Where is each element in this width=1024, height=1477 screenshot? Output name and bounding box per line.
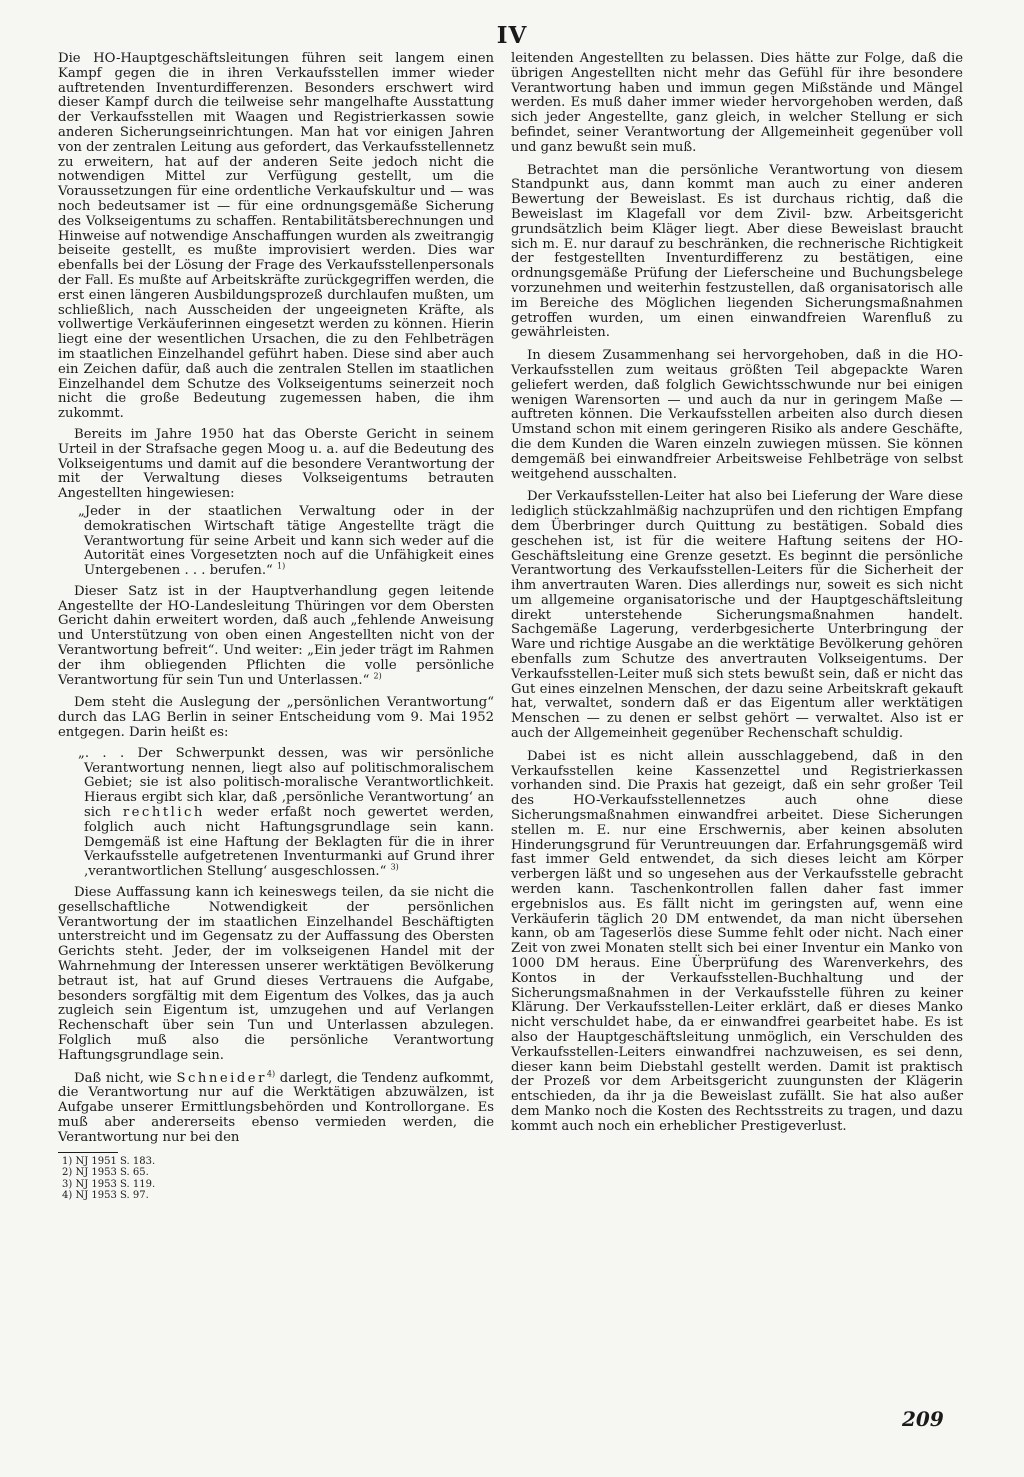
footnote: 3) NJ 1953 S. 119. [62, 1178, 156, 1190]
right-column [511, 52, 963, 1141]
paragraph: Bereits im Jahre 1950 hat das Oberste Gericht in seinem Urteil in der Strafsache gegen Moog u. a. auf die Bedeutung des Volkseigentums und damit auf die besondere Verantwortung der mit der Verwaltung dieses Volkseigentums betrauten Angestellten hingewiesen: [58, 426, 494, 502]
page-number: 209 [902, 1407, 944, 1431]
paragraph: Betrachtet man die persönliche Verantwortung von diesem Standpunkt aus, dann kommt man auch zu einer anderen Bewertung der Beweislast. Es ist durchaus richtig, daß die Beweislast im Klagefall vor dem Zivil- bzw. Arbeitsgericht grundsätzlich beim Kläger liegt. Aber diese Beweislast braucht sich m. E. nur darauf zu beschränken, die rechnerische Richtigkeit der festgestellten Inventurdifferenz zu bestätigen, eine ordnungsgemäße Prüfung der Lieferscheine und Buchungsbelege vorzunehmen und weiterhin festzustellen, daß organisatorisch alle im Bereiche des Möglichen liegenden Sicherungsmaßnahmen getroffen wurden, um einen einwandfreien Warenfluß zu gewährleisten. [511, 162, 963, 341]
page-header-roman: IV [496, 22, 528, 49]
footnotes [58, 1156, 494, 1202]
left-column [58, 52, 494, 1202]
quote-text: „. . . Der Schwerpunkt dessen, was wir persönliche Verantwortung nennen, liegt also auf politischmoralischem Gebiet; sie ist also politisch-moralische Verantwortlichkeit. Hieraus ergibt sich klar, daß ‚persönliche Verantwortung‘ an sich [78, 745, 494, 821]
footnote: 1) NJ 1951 S. 183. [62, 1155, 156, 1167]
paragraph-text: Dieser Satz ist in der Hauptverhandlung gegen leitende Angestellte der HO-Landesleitung Thüringen vor dem Obersten Gericht dahin erweitert worden, daß auch „fehlende Anweisung und Unterstützung von oben einen Angestellten nicht von der Verantwortung befreit“. Und weiter: „Ein jeder trägt im Rahmen der ihm obliegenden Pflichten die volle persönliche Verantwortung für sein Tun und Unterlassen.“ [58, 583, 494, 688]
paragraph [58, 585, 494, 689]
quote-paragraph [78, 745, 494, 880]
quote-text: „Jeder in der staatlichen Verwaltung oder in der demokratischen Wirtschaft tätige Angestellte trägt die Verantwortung für seine Arbeit und kann sich weder auf die Autorität eines Vorgesetzten noch auf die Unfähigkeit eines Untergebenen . . . berufen.“ [78, 503, 494, 579]
paragraph: Dabei ist es nicht allein ausschlaggebend, daß in den Verkaufsstellen keine Kassenzettel und Registrierkassen vorhanden sind. Die Praxis hat gezeigt, daß ein sehr großer Teil des HO-Verkaufsstellennetzes auch ohne diese Sicherungsmaßnahmen einwandfrei arbeitet. Diese Sicherungen stellen m. E. nur eine Erschwernis, aber keinen absoluten Hinderungsgrund für Veruntreuungen dar. Erfahrungsgemäß wird fast immer Geld entwendet, da sich dieses leicht am Körper verbergen läßt und so ungesehen aus der Verkaufsstelle gebracht werden kann. Taschenkontrollen fallen daher fast immer ergebnislos aus. Es fällt nicht im geringsten auf, wenn eine Verkäuferin täglich 20 DM entwendet, da man nicht übersehen kann, ob am Tageserlös diese Summe fehlt oder nicht. Nach einer Zeit von zwei Monaten stellt sich bei einer Inventur ein Manko von 1000 DM heraus. Eine Überprüfung des Warenverkehrs, des Kontos in der Verkaufsstellen-Buchhaltung und der Sicherungsmaßnahmen in der Verkaufsstelle führen zu keiner Klärung. Der Verkaufsstellen-Leiter erklärt, daß er dieses Manko nicht verschuldet habe, da er einwandfrei gearbeitet habe. Es ist also der Hauptgeschäftsleitung unmöglich, ein Verschulden des Verkaufsstellen-Leiters einwandfrei nachzuweisen, es sei denn, dieser kann beim Diebstahl gestellt werden. Damit ist praktisch der Prozeß vor dem Arbeitsgericht zuungunsten der Klägerin entschieden, da ihr ja die Beweislast zufällt. Sie hat also außer dem Manko noch die Kosten des Rechtsstreits zu tragen, und dazu kommt auch noch ein erheblicher Prestigeverlust. [511, 748, 963, 1134]
paragraph: Diese Auffassung kann ich keineswegs teilen, da sie nicht die gesellschaftliche Notwendigkeit der persönlichen Verantwortung der im staatlichen Einzelhandel Beschäftigten unterstreicht und im Gegensatz zu der Auffassung des Obersten Gerichts steht. Jeder, der im volkseigenen Handel mit der Wahrnehmung der Interessen unserer werktätigen Bevölkerung betraut ist, hat auf Grund dieses Vertrauens die Aufgabe, besonders sorgfältig mit dem Eigentum des Volkes, das ja auch zugleich sein Eigentum ist, umzugehen und auf Verlangen Rechenschaft über sein Tun und Unterlassen abzulegen. Folglich muß also die persönliche Verantwortung Haftungsgrundlage sein. [58, 885, 494, 1063]
footnote: 2) NJ 1953 S. 65. [62, 1167, 149, 1179]
quote-paragraph [78, 503, 494, 579]
author-name: Schneider [176, 1070, 267, 1086]
paragraph-text: darlegt, die Tendenz aufkommt, die Verantwortung nur auf die Werktätigen abzuwälzen, ist Aufgabe unserer Ermittlungsbehörden und Kontrollorgane. Es muß aber andererseits ebenso vermieden werden, die Verantwortung nur bei den [58, 1070, 494, 1145]
paragraph: Der Verkaufsstellen-Leiter hat also bei Lieferung der Ware diese lediglich stückzahlmäßig nachzuprüfen und den richtigen Empfang dem Überbringer durch Quittung zu bestätigen. Sobald dies geschehen ist, ist für die weitere Haftung seitens der HO-Geschäftsleitung eine Grenze gesetzt. Es beginnt die persönliche Verantwortung des Verkaufsstellen-Leiters für die Sicherheit der ihm anvertrauten Waren. Dies allerdings nur, soweit es sich nicht um allgemeine organisatorische und der Hauptgeschäftsleitung direkt unterstehende Sicherungsmaßnahmen handelt. Sachgemäße Lagerung, verderbgesicherte Unterbringung der Ware und richtige Ausgabe an die werktätige Bevölkerung gehören ebenfalls zum Schutze des anvertrauten Volkseigentums. Der Verkaufsstellen-Leiter muß sich stets bewußt sein, daß er nicht das Gut eines einzelnen Menschen, der dazu seine Arbeitskraft gekauft hat, verwaltet, sondern daß er das Eigentum aller werktätigen Menschen — zu denen er selbst gehört — verwaltet. Also ist er auch der Allgemeinheit gegenüber Rechenschaft schuldig. [511, 489, 963, 742]
footnote-divider [58, 1152, 118, 1153]
paragraph: In diesem Zusammenhang sei hervorgehoben, daß in die HO-Verkaufsstellen zum weitaus größten Teil abgepackte Waren geliefert werden, daß folglich Gewichtsschwunde nur bei einigen wenigen Warensorten — und auch da nur in geringem Maße — auftreten können. Die Verkaufsstellen arbeiten also durch diesen Umstand schon mit einem geringeren Risiko als andere Geschäfte, die dem Kunden die Waren einzeln zuwiegen müssen. Sie können demgemäß bei einwandfreier Arbeitsweise Fehlbeträge von selbst weitgehend ausschalten. [511, 348, 963, 482]
quote-text: weder erfaßt noch gewertet werden, folglich auch nicht Haftungsgrundlage sein kann. Demgemäß ist eine Haftung der Beklagten für die in ihrer Verkaufsstelle aufgetretenen Inventurmanki auf Grund ihrer ‚verantwortlichen Stellung‘ ausgeschlossen.“ [84, 805, 494, 880]
paragraph: Dem steht die Auslegung der „persönlichen Verantwortung“ durch das LAG Berlin in seiner Entscheidung vom 9. Mai 1952 entgegen. Darin heißt es: [58, 695, 494, 741]
footnote-marker: 1) [277, 561, 286, 571]
emphasized-word: rechtlich [122, 805, 205, 821]
paragraph: leitenden Angestellten zu belassen. Dies hätte zur Folge, daß die übrigen Angestellten nicht mehr das Gefühl für ihre besondere Verantwortung haben und immun gegen Mißstände und Mängel werden. Es muß daher immer wieder hervorgehoben werden, daß sich jeder Angestellte, ganz gleich, in welcher Stellung er sich befindet, seiner Verantwortung der Allgemeinheit gegenüber voll und ganz bewußt sein muß. [511, 51, 963, 155]
footnote-marker: 3) [390, 862, 399, 872]
footnote: 4) NJ 1953 S. 97. [62, 1190, 149, 1202]
paragraph [58, 1069, 494, 1146]
footnote-marker: 4) [266, 1069, 276, 1079]
footnote-marker: 2) [373, 671, 382, 681]
paragraph: Die HO-Hauptgeschäftsleitungen führen seit langem einen Kampf gegen die in ihren Verkaufsstellen immer wieder auftretenden Inventurdifferenzen. Besonders erschwert wird dieser Kampf durch die teilweise sehr mangelhafte Ausstattung der Verkaufsstellen mit Waagen und Registrierkassen sowie anderen Sicherungseinrichtungen. Man hat vor einigen Jahren von der zentralen Leitung aus gefordert, das Verkaufsstellennetz zu erweitern, hat auf der anderen Seite jedoch nicht die notwendigen Mittel zur Verfügung gestellt, um die Voraussetzungen für eine ordentliche Verkaufskultur und — was noch bedeutsamer ist — für eine ordnungsgemäße Sicherung des Volkseigentums zu schaffen. Rentabilitätsberechnungen und Hinweise auf notwendige Anschaffungen wurden als zweitrangig beiseite gestellt, es mußte improvisiert werden. Dies war ebenfalls bei der Lösung der Frage des Verkaufsstellenpersonals der Fall. Es mußte auf Arbeitskräfte zurückgegriffen werden, die erst einen längeren Ausbildungsprozeß durchlaufen mußten, um schließlich, nach Ausscheiden der ungeeigneten Kräfte, als vollwertige Verkäuferinnen eingesetzt werden zu können. Hierin liegt eine der wesentlichen Ursachen, die zu den Fehlbeträgen im staatlichen Einzelhandel geführt haben. Diese sind aber auch ein Zeichen dafür, daß auch die zentralen Stellen im staatlichen Einzelhandel dem Schutze des Volkseigentums seinerzeit noch nicht die große Bedeutung zugemessen haben, die ihm zukommt. [58, 51, 494, 422]
paragraph-text: Daß nicht, wie [74, 1070, 172, 1086]
